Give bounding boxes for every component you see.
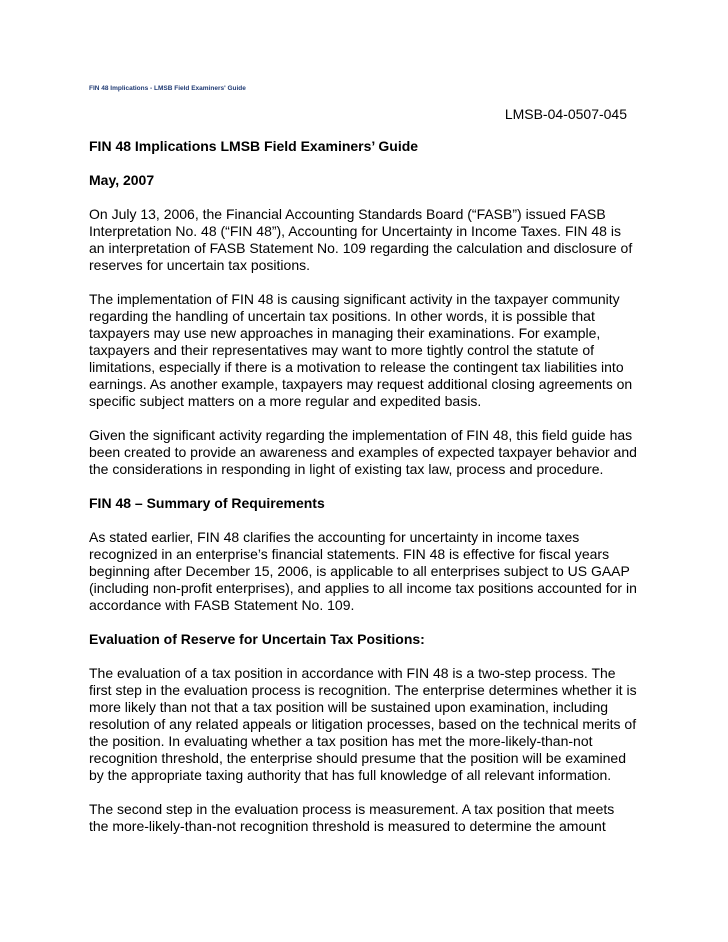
document-title: FIN 48 Implications LMSB Field Examiners’ Guide bbox=[89, 138, 419, 154]
running-header: FIN 48 Implications - LMSB Field Examiners' Guide bbox=[89, 85, 246, 92]
document-date: May, 2007 bbox=[89, 172, 155, 188]
paragraph-measurement: The second step in the evaluation process is measurement. A tax position that meets the more-likely-than-not recognition threshold is measured to determine the amount bbox=[89, 801, 615, 834]
paragraph-recognition: The evaluation of a tax position in accordance with FIN 48 is a two-step process. The first step in the evaluation process is recognition. The enterprise determines whether it is more likely than not that a tax position will be sustained upon examination, including resolution of any related appeals or litigation processes, based on the technical merits of the position. In evaluating whether a tax position has met the more-likely-than-not recognition threshold, the enterprise should presume that the position will be examined by the appropriate taxing authority that has full knowledge of all relevant information. bbox=[89, 665, 637, 783]
document-body bbox=[89, 138, 637, 850]
section-heading-summary: FIN 48 – Summary of Requirements bbox=[89, 495, 325, 511]
paragraph-implementation: The implementation of FIN 48 is causing significant activity in the taxpayer community regarding the handling of uncertain tax positions. In other words, it is possible that taxpayers may use new approaches in managing their examinations. For example, taxpayers and their representatives may want to more tightly control the statute of limitations, especially if there is a motivation to release the contingent tax liabilities into earnings. As another example, taxpayers may request additional closing agreements on specific subject matters on a more regular and expedited basis. bbox=[89, 291, 633, 409]
document-number: LMSB-04-0507-045 bbox=[504, 106, 627, 122]
paragraph-field-guide: Given the significant activity regarding the implementation of FIN 48, this field guide has been created to provide an awareness and examples of expected taxpayer behavior and the considerations in responding in light of existing tax law, process and procedure. bbox=[89, 427, 637, 477]
section-heading-evaluation: Evaluation of Reserve for Uncertain Tax Positions: bbox=[89, 631, 425, 647]
paragraph-summary: As stated earlier, FIN 48 clarifies the accounting for uncertainty in income taxes recognized in an enterprise’s financial statements. FIN 48 is effective for fiscal years beginning after December 15, 2006, is applicable to all enterprises subject to US GAAP (including non-profit enterprises), and applies to all income tax positions accounted for in accordance with FASB Statement No. 109. bbox=[89, 529, 637, 613]
paragraph-intro: On July 13, 2006, the Financial Accounting Standards Board (“FASB”) issued FASB Interpretation No. 48 (“FIN 48”), Accounting for Uncertainty in Income Taxes. FIN 48 is an interpretation of FASB Statement No. 109 regarding the calculation and disclosure of reserves for uncertain tax positions. bbox=[89, 206, 633, 273]
